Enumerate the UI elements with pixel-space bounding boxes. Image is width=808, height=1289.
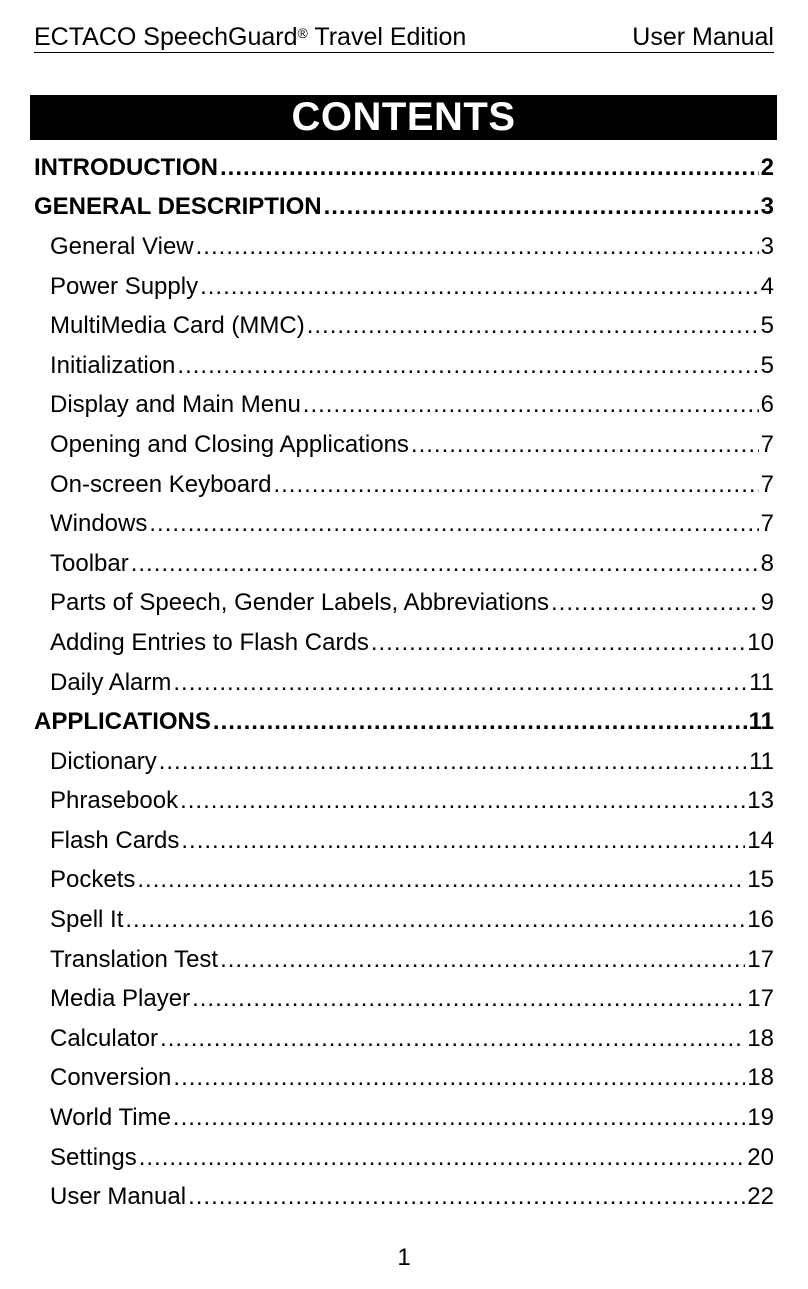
toc-entry-page: 7 bbox=[760, 470, 774, 498]
toc-entry-page: 4 bbox=[760, 272, 774, 300]
toc-entry-page: 10 bbox=[747, 628, 774, 656]
toc-entry-title: Settings bbox=[50, 1143, 137, 1171]
contents-heading-text: CONTENTS bbox=[291, 95, 516, 139]
toc-subsection-entry[interactable] bbox=[34, 821, 774, 861]
toc-dot-leader bbox=[188, 1183, 745, 1211]
toc-entry-title: Windows bbox=[50, 510, 148, 538]
toc-dot-leader bbox=[213, 708, 747, 736]
toc-entry-page: 17 bbox=[747, 985, 774, 1013]
toc-entry-title: APPLICATIONS bbox=[34, 708, 211, 736]
toc-subsection-entry[interactable] bbox=[34, 742, 774, 782]
toc-section-entry[interactable] bbox=[34, 148, 774, 188]
toc-subsection-entry[interactable] bbox=[34, 623, 774, 663]
toc-entry-title: Flash Cards bbox=[50, 826, 180, 854]
toc-entry-title: Translation Test bbox=[50, 945, 219, 973]
toc-subsection-entry[interactable] bbox=[34, 465, 774, 505]
toc-section-entry[interactable] bbox=[34, 702, 774, 742]
toc-subsection-entry[interactable] bbox=[34, 979, 774, 1019]
toc-entry-title: Adding Entries to Flash Cards bbox=[50, 628, 369, 656]
toc-entry-title: User Manual bbox=[50, 1183, 187, 1211]
toc-entry-title: Power Supply bbox=[50, 272, 199, 300]
toc-entry-page: 6 bbox=[760, 391, 774, 419]
toc-dot-leader bbox=[307, 312, 759, 340]
table-of-contents bbox=[34, 148, 774, 1217]
toc-entry-title: Calculator bbox=[50, 1024, 159, 1052]
toc-subsection-entry[interactable] bbox=[34, 386, 774, 426]
toc-entry-title: Daily Alarm bbox=[50, 668, 172, 696]
toc-entry-page: 5 bbox=[760, 312, 774, 340]
toc-dot-leader bbox=[173, 669, 747, 697]
toc-entry-page: 20 bbox=[747, 1143, 774, 1171]
header-title bbox=[34, 22, 466, 52]
toc-entry-page: 19 bbox=[747, 1104, 774, 1132]
toc-entry-page: 11 bbox=[749, 747, 774, 775]
toc-entry-page: 18 bbox=[747, 1064, 774, 1092]
toc-entry-title: Media Player bbox=[50, 985, 191, 1013]
toc-subsection-entry[interactable] bbox=[34, 267, 774, 307]
toc-dot-leader bbox=[220, 946, 745, 974]
toc-dot-leader bbox=[173, 1104, 745, 1132]
toc-subsection-entry[interactable] bbox=[34, 1138, 774, 1178]
toc-entry-page: 3 bbox=[760, 232, 774, 260]
toc-subsection-entry[interactable] bbox=[34, 1059, 774, 1099]
toc-dot-leader bbox=[181, 827, 745, 855]
toc-subsection-entry[interactable] bbox=[34, 1098, 774, 1138]
toc-entry-page: 3 bbox=[760, 193, 774, 221]
contents-heading bbox=[30, 95, 777, 140]
toc-entry-title: Initialization bbox=[50, 351, 176, 379]
toc-entry-page: 11 bbox=[748, 708, 774, 736]
toc-subsection-entry[interactable] bbox=[34, 504, 774, 544]
toc-entry-page: 7 bbox=[760, 510, 774, 538]
toc-subsection-entry[interactable] bbox=[34, 861, 774, 901]
toc-entry-page: 8 bbox=[760, 549, 774, 577]
doc-type-label: User Manual bbox=[632, 23, 774, 51]
toc-entry-page: 15 bbox=[747, 866, 774, 894]
edition-label: Travel Edition bbox=[307, 23, 467, 51]
toc-dot-leader bbox=[160, 1025, 745, 1053]
product-name: ECTACO SpeechGuard bbox=[34, 23, 298, 51]
toc-entry-title: General View bbox=[50, 232, 194, 260]
toc-dot-leader bbox=[273, 471, 758, 499]
toc-subsection-entry[interactable] bbox=[34, 346, 774, 386]
toc-subsection-entry[interactable] bbox=[34, 306, 774, 346]
toc-dot-leader bbox=[173, 1064, 745, 1092]
toc-entry-page: 7 bbox=[760, 430, 774, 458]
toc-dot-leader bbox=[303, 391, 759, 419]
toc-subsection-entry[interactable] bbox=[34, 584, 774, 624]
page-number: 1 bbox=[397, 1244, 411, 1271]
toc-dot-leader bbox=[371, 629, 745, 657]
toc-dot-leader bbox=[551, 589, 759, 617]
toc-dot-leader bbox=[177, 352, 758, 380]
toc-dot-leader bbox=[200, 273, 759, 301]
toc-dot-leader bbox=[192, 985, 745, 1013]
toc-entry-title: Phrasebook bbox=[50, 787, 179, 815]
running-header bbox=[34, 22, 774, 53]
toc-entry-page: 9 bbox=[760, 589, 774, 617]
toc-entry-title: GENERAL DESCRIPTION bbox=[34, 193, 322, 221]
toc-dot-leader bbox=[196, 233, 759, 261]
toc-dot-leader bbox=[324, 193, 759, 221]
toc-entry-title: Toolbar bbox=[50, 549, 129, 577]
toc-subsection-entry[interactable] bbox=[34, 227, 774, 267]
toc-subsection-entry[interactable] bbox=[34, 900, 774, 940]
toc-dot-leader bbox=[137, 866, 745, 894]
toc-entry-title: World Time bbox=[50, 1104, 171, 1132]
toc-entry-title: Display and Main Menu bbox=[50, 391, 301, 419]
toc-dot-leader bbox=[159, 748, 747, 776]
toc-dot-leader bbox=[131, 550, 759, 578]
toc-entry-page: 16 bbox=[747, 906, 774, 934]
toc-entry-title: On-screen Keyboard bbox=[50, 470, 272, 498]
toc-entry-page: 13 bbox=[747, 787, 774, 815]
toc-subsection-entry[interactable] bbox=[34, 425, 774, 465]
toc-entry-title: Parts of Speech, Gender Labels, Abbreviations bbox=[50, 589, 549, 617]
toc-entry-title: Spell It bbox=[50, 906, 124, 934]
toc-entry-title: Conversion bbox=[50, 1064, 172, 1092]
toc-entry-title: INTRODUCTION bbox=[34, 153, 218, 181]
toc-entry-page: 11 bbox=[749, 668, 774, 696]
toc-dot-leader bbox=[220, 154, 759, 182]
toc-entry-page: 22 bbox=[747, 1183, 774, 1211]
toc-subsection-entry[interactable] bbox=[34, 940, 774, 980]
toc-entry-title: MultiMedia Card (MMC) bbox=[50, 312, 305, 340]
toc-dot-leader bbox=[180, 787, 745, 815]
toc-subsection-entry[interactable] bbox=[34, 782, 774, 822]
toc-dot-leader bbox=[149, 510, 758, 538]
toc-subsection-entry[interactable] bbox=[34, 544, 774, 584]
toc-entry-title: Pockets bbox=[50, 866, 136, 894]
toc-entry-title: Dictionary bbox=[50, 747, 157, 775]
toc-subsection-entry[interactable] bbox=[34, 1019, 774, 1059]
toc-subsection-entry[interactable] bbox=[34, 663, 774, 703]
toc-entry-title: Opening and Closing Applications bbox=[50, 430, 409, 458]
toc-dot-leader bbox=[411, 431, 759, 459]
toc-section-entry[interactable] bbox=[34, 188, 774, 228]
toc-entry-page: 2 bbox=[760, 153, 774, 181]
toc-entry-page: 14 bbox=[747, 826, 774, 854]
toc-entry-page: 17 bbox=[747, 945, 774, 973]
toc-subsection-entry[interactable] bbox=[34, 1177, 774, 1217]
toc-dot-leader bbox=[139, 1144, 746, 1172]
toc-entry-page: 18 bbox=[747, 1024, 774, 1052]
toc-dot-leader bbox=[125, 906, 745, 934]
registered-mark: ® bbox=[297, 25, 308, 41]
toc-entry-page: 5 bbox=[760, 351, 774, 379]
